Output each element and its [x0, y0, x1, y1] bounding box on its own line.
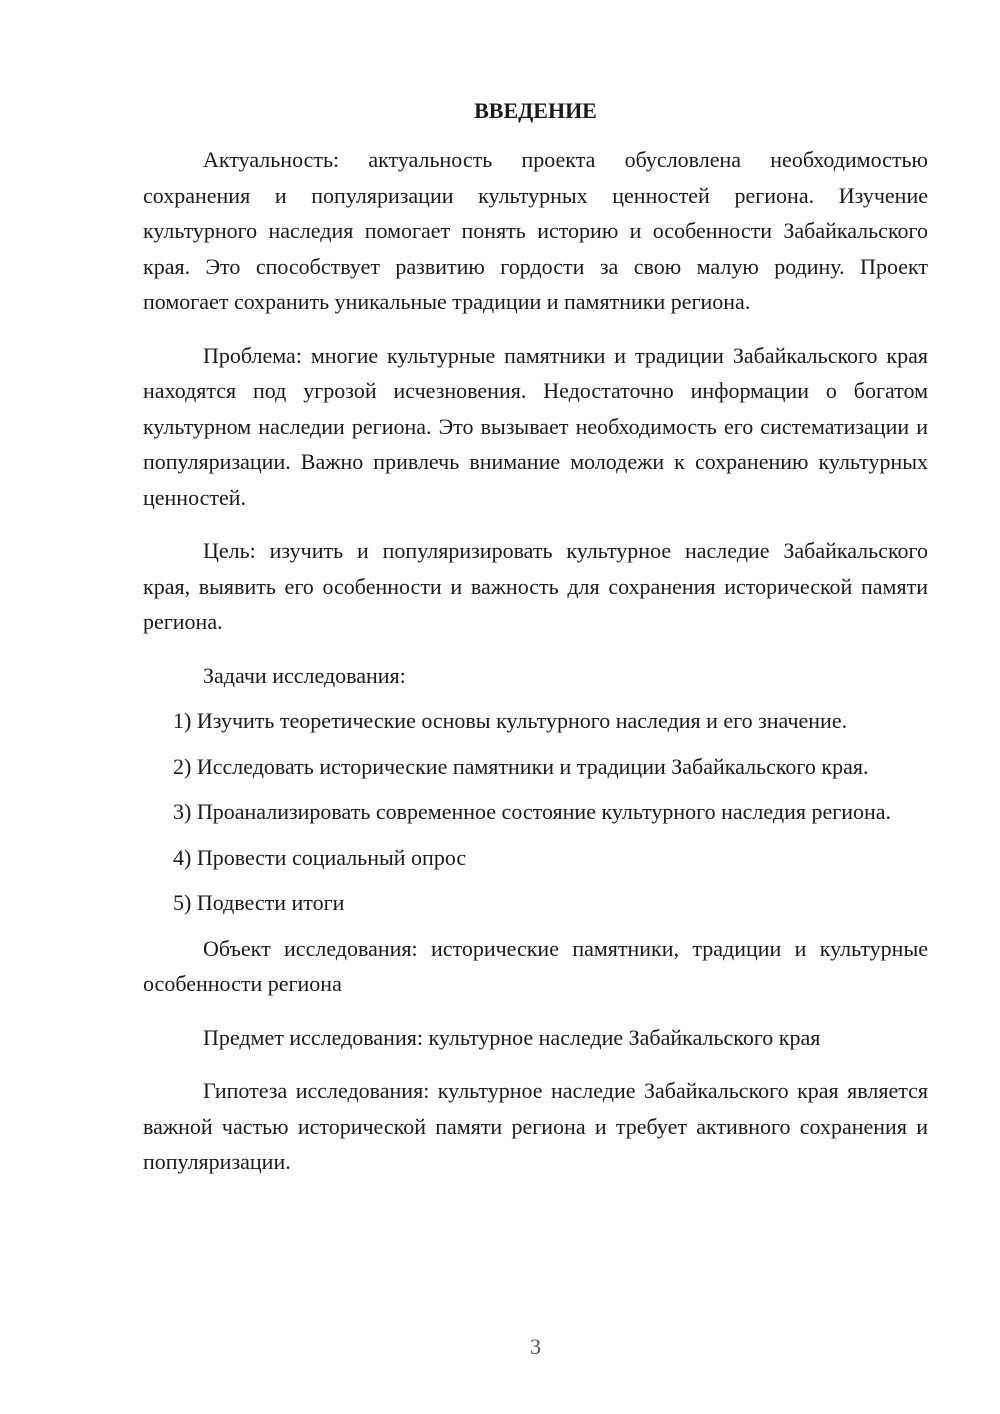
- document-page: [143, 0, 928, 1414]
- task-item-2: 2) Исследовать исторические памятники и традиции Забайкальского края.: [173, 753, 869, 779]
- task-item-1: 1) Изучить теоретические основы культурного наследия и его значение.: [173, 708, 848, 733]
- relevance-paragraph: Актуальность: актуальность проекта обусловлена необходимостью сохранения и популяризации культурных ценностей региона. Изучение культурного наследия помогает понять историю и особенности Забайкальского края. Это способствует развитию гордости за свою малую родину. Проект помогает сохранить уникальные традиции и памятники региона.: [143, 147, 928, 314]
- hypothesis-paragraph: Гипотеза исследования: культурное наследие Забайкальского края является важной частью исторической памяти региона и требует активного сохранения и популяризации.: [143, 1078, 928, 1174]
- problem-paragraph: Проблема: многие культурные памятники и традиции Забайкальского края находятся под угрозой исчезновения. Недостаточно информации о богатом культурном наследии региона. Это вызывает необходимость его систематизации и популяризации. Важно привлечь внимание молодежи к сохранению культурных ценностей.: [143, 342, 928, 510]
- page-title: ВВЕДЕНИЕ: [474, 98, 597, 123]
- tasks-heading: Задачи исследования:: [203, 662, 406, 688]
- subject-paragraph: Предмет исследования: культурное наследие Забайкальского края: [203, 1024, 821, 1050]
- page-number: 3: [530, 1334, 541, 1359]
- page-content: [143, 142, 928, 1198]
- task-item-5: 5) Подвести итоги: [173, 890, 345, 915]
- task-item-3: 3) Проанализировать современное состояние культурного наследия региона.: [173, 799, 892, 824]
- goal-paragraph: Цель: изучить и популяризировать культурное наследие Забайкальского края, выявить его особенности и важность для сохранения исторической памяти региона.: [143, 538, 928, 634]
- task-item-4: 4) Провести социальный опрос: [173, 844, 467, 870]
- object-paragraph: Объект исследования: исторические памятники, традиции и культурные особенности региона: [143, 935, 928, 996]
